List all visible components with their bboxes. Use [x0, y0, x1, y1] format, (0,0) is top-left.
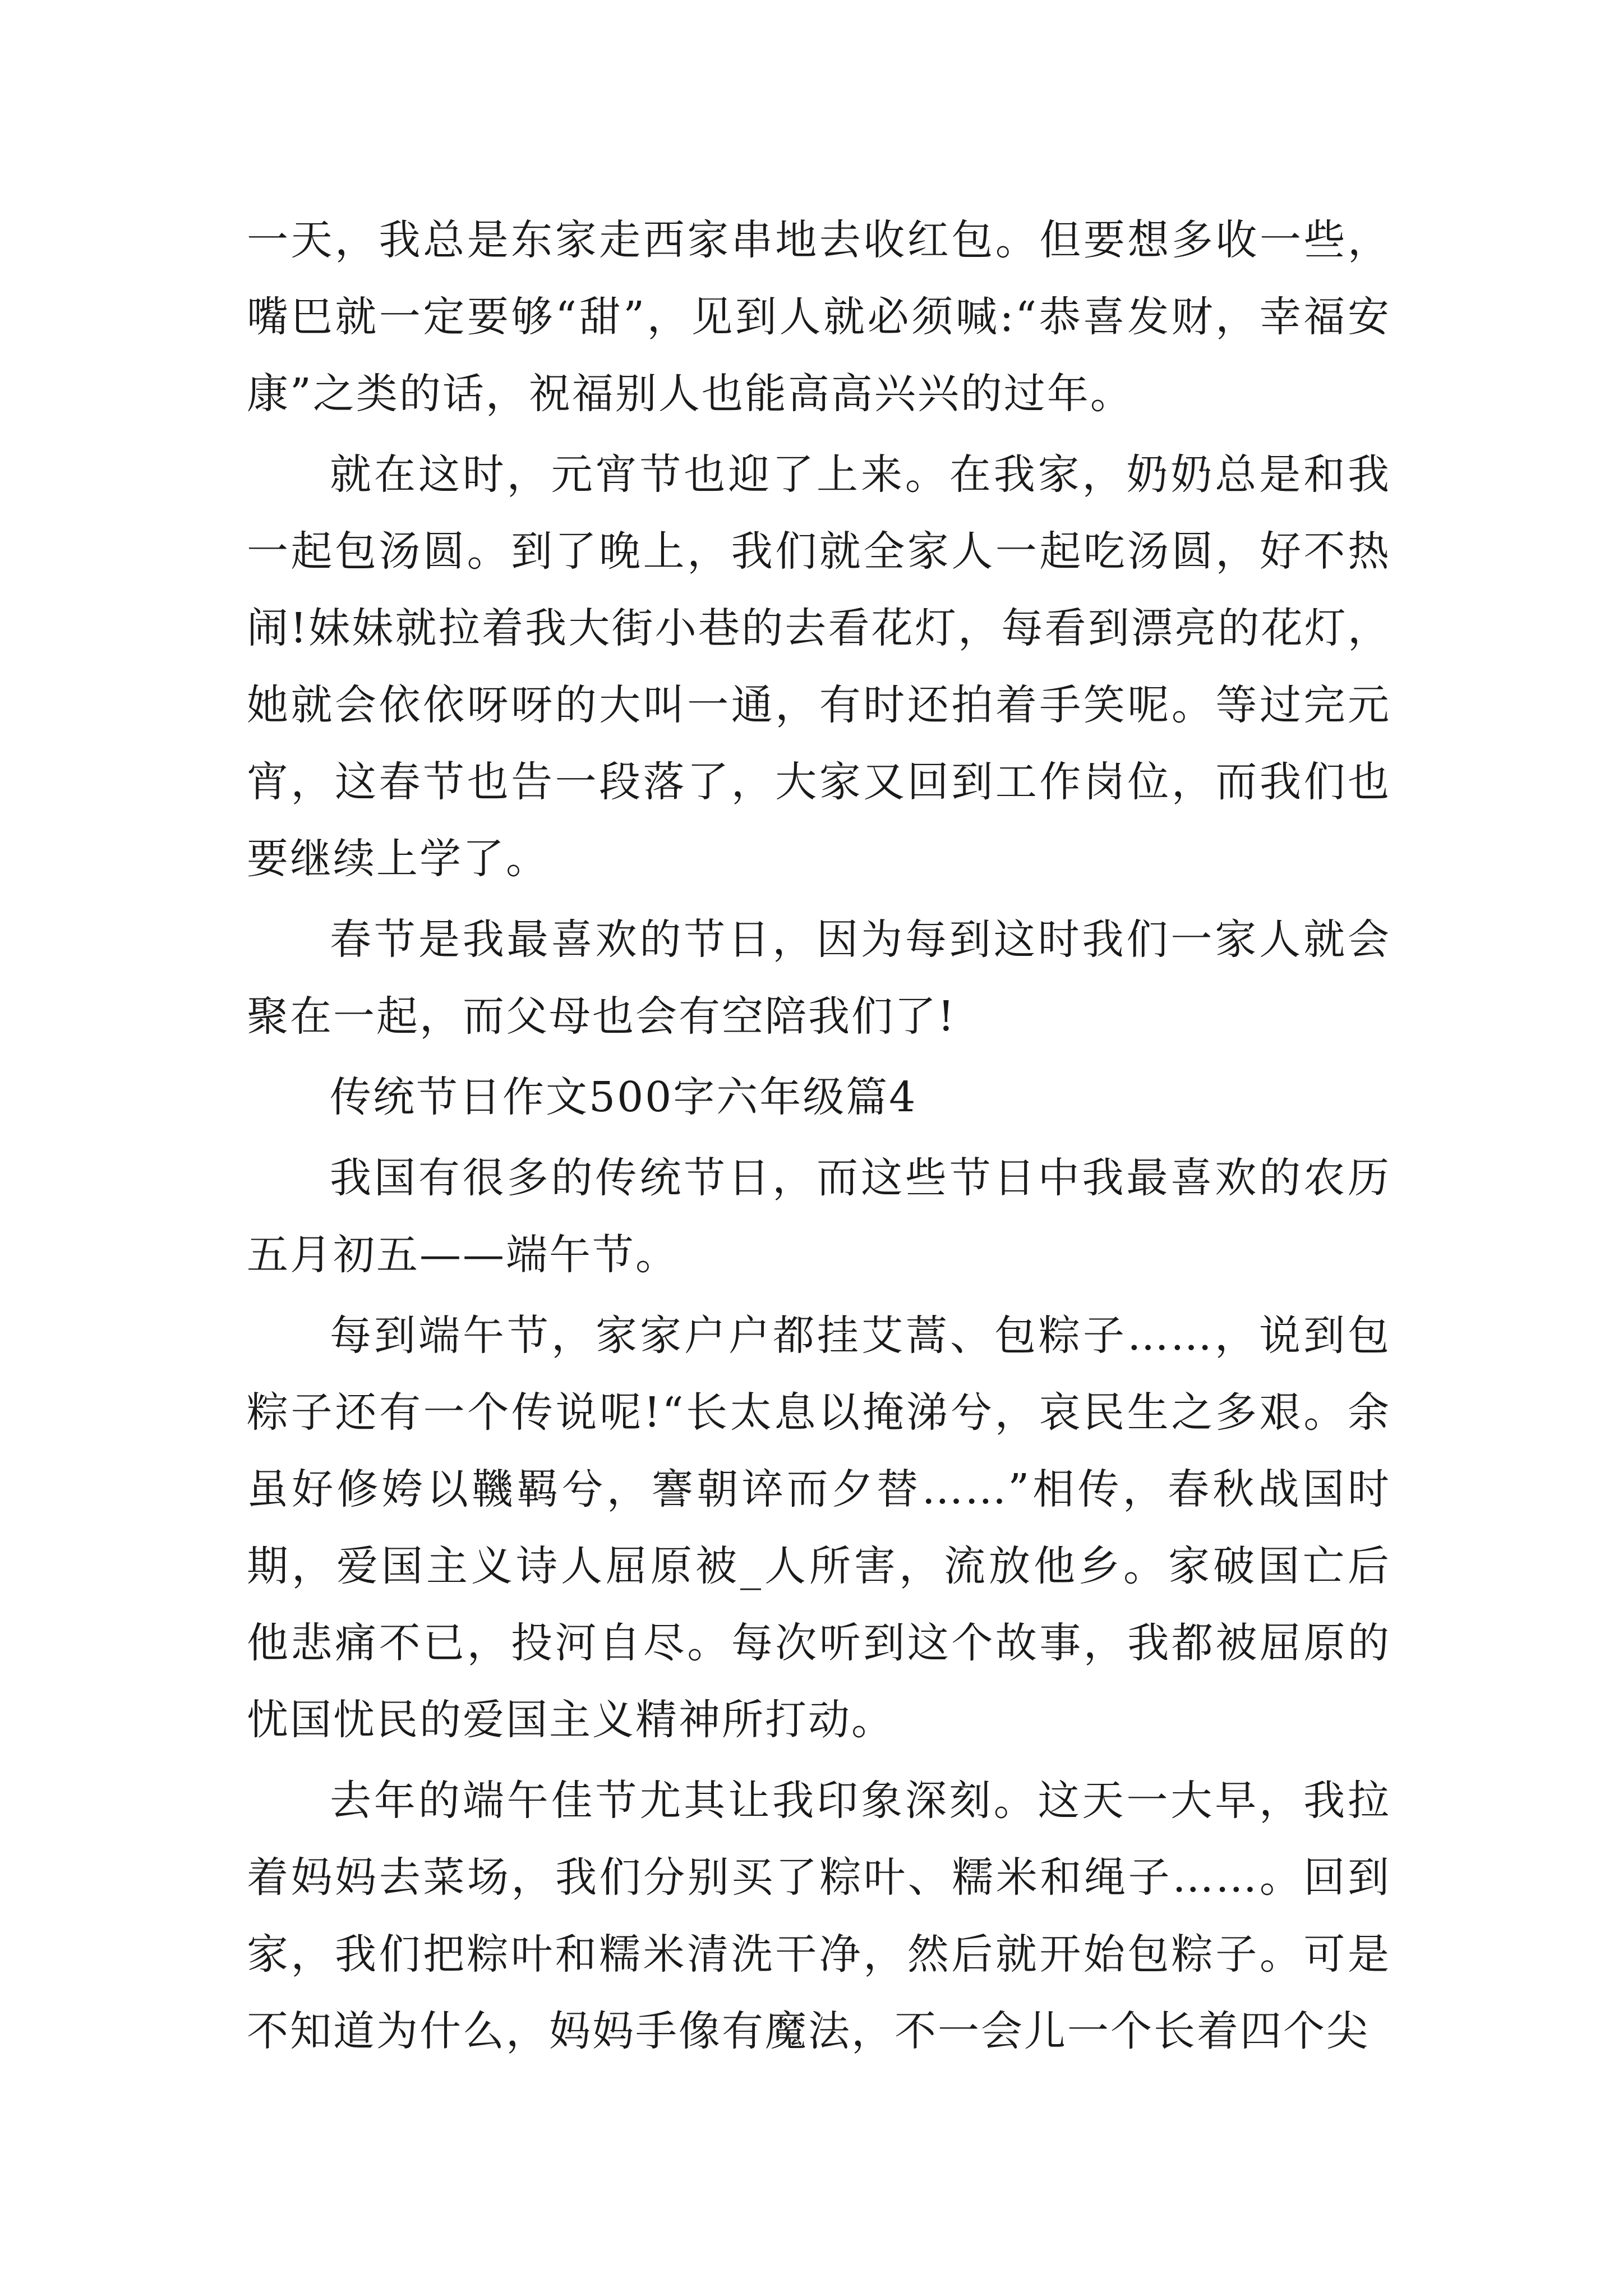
- paragraph-new-year-red-envelopes: 一天，我总是东家走西家串地去收红包。但要想多收一些，嘴巴就一定要够“甜”，见到人就必须喊:“恭喜发财，幸福安康”之类的话，祝福别人也能高高兴兴的过年。: [247, 216, 1391, 418]
- paragraph-favorite-festival: 春节是我最喜欢的节日，因为每到这时我们一家人就会聚在一起，而父母也会有空陪我们了!: [247, 915, 1391, 1041]
- paragraph-dragon-boat-intro: 我国有很多的传统节日，而这些节日中我最喜欢的农历五月初五——端午节。: [247, 1154, 1391, 1279]
- section-heading: 传统节日作文500字六年级篇4: [330, 1073, 917, 1121]
- document-body: [247, 202, 1391, 2074]
- paragraph-lantern-festival: 就在这时，元宵节也迎了上来。在我家，奶奶总是和我一起包汤圆。到了晚上，我们就全家人一起吃汤圆，好不热闹!妹妹就拉着我大街小巷的去看花灯，每看到漂亮的花灯，她就会依依呀呀的大叫一通，有时还拍着手笑呢。等过完元宵，这春节也告一段落了，大家又回到工作岗位，而我们也要继续上学了。: [247, 450, 1391, 883]
- paragraph-making-zongzi: 去年的端午佳节尤其让我印象深刻。这天一大早，我拉着妈妈去菜场，我们分别买了粽叶、糯米和绳子……。回到家，我们把粽叶和糯米清洗干净，然后就开始包粽子。可是不知道为什么，妈妈手像有魔法，不一会儿一个长着四个尖: [247, 1777, 1391, 2055]
- paragraph-qu-yuan-legend: 每到端午节，家家户户都挂艾蒿、包粽子……，说到包粽子还有一个传说呢!“长太息以掩涕兮，哀民生之多艰。余虽好修姱以鞿羁兮，謇朝谇而夕替……”相传，春秋战国时期，爱国主义诗人屈原被_人所害，流放他乡。家破国亡后他悲痛不已，投河自尽。每次听到这个故事，我都被屈原的忧国忧民的爱国主义精神所打动。: [247, 1312, 1391, 1744]
